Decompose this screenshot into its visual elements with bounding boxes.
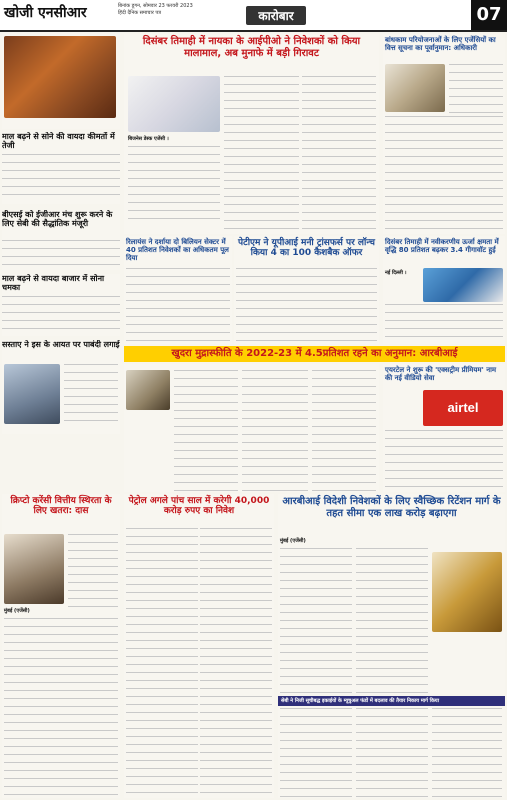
aircraft-photo	[4, 364, 60, 424]
airtel-logo-image	[423, 390, 503, 426]
ipo-byline: बिजनेस डेस्क एजेंसी ।	[128, 136, 169, 142]
fpi-body-col1	[280, 548, 352, 694]
renewable-body	[385, 304, 503, 344]
sebi-body-col1	[280, 708, 352, 798]
rbi-photo	[126, 370, 170, 410]
renewable-dateline: नई दिल्ली ।	[385, 270, 407, 276]
article-sebi	[278, 696, 505, 798]
crypto-byline: मुंबई (एजेंसी)	[4, 608, 30, 614]
airtel-body	[385, 430, 503, 492]
article-fpi	[278, 494, 505, 694]
gold-futures-headline: माल बढ़ने से सोने की वायदा कीमतों में तेजी	[2, 132, 115, 151]
mango-photo	[4, 36, 116, 118]
article-gold-futures	[2, 132, 120, 204]
official-photo	[385, 64, 445, 112]
article-bse-egr	[2, 210, 120, 270]
sebi-body-col3	[432, 708, 502, 798]
silver-body	[2, 296, 120, 336]
masthead-brand: खोजी एनसीआर	[4, 5, 87, 21]
bank-finance-body-right	[449, 64, 503, 120]
fpi-byline: मुंबई (एजेंसी)	[280, 538, 306, 544]
article-oil-import	[2, 340, 120, 434]
rbi-headline: खुदरा मुद्रास्फीति के 2022-23 में 4.5प्रतिशत रहने का अनुमान: आरबीआई	[171, 348, 458, 359]
section-title: कारोबार	[246, 6, 306, 25]
rbi-body-col3	[312, 370, 376, 492]
oil-import-body	[64, 364, 118, 428]
article-reliance	[124, 236, 232, 344]
crypto-body	[4, 618, 118, 798]
ipo-headline: दिसंबर तिमाही में नायका के आईपीओ ने निवेशकों को किया मालामाल, अब मुनाफे में बड़ी गिरावट	[142, 36, 361, 59]
ipo-body-col3	[302, 76, 376, 234]
coins-photo	[432, 552, 502, 632]
rbi-body-col2	[242, 370, 308, 492]
article-crypto	[2, 494, 120, 798]
rbi-body-col1	[174, 370, 238, 492]
article-ipo	[124, 34, 379, 234]
petrol-headline: पेट्रोल अगले पांच साल में करेगी 40,000 करोड़ रुपए का निवेश	[128, 496, 270, 517]
ipo-body-col2	[224, 76, 299, 234]
fpi-headline: आरबीआई विदेशी निवेशकों के लिए स्वैच्छिक रिटेंशन मार्ग के तहत सीमा एक लाख करोड़ बढ़ाएगा	[282, 496, 501, 519]
crypto-body-right	[68, 534, 118, 614]
article-renewable	[383, 236, 505, 344]
airtel-logo-text: airtel	[447, 400, 479, 415]
petrol-body-col2	[200, 528, 272, 798]
bse-egr-body	[2, 240, 120, 270]
bank-finance-body	[385, 116, 503, 234]
gold-futures-body	[2, 154, 120, 202]
issue-date: बिनांक डूगन, सोमवार 23 फरवरी 2023	[118, 3, 193, 9]
rbi-banner	[124, 346, 505, 362]
bse-egr-headline: बीएसई को ईजीआर मंच शुरू करने के लिए सेबी की सैद्धांतिक मंजूरी	[2, 210, 113, 229]
silver-headline: माल बढ़ने से वायदा बाजार में सोना चमका	[2, 274, 105, 293]
article-silver	[2, 274, 120, 336]
article-petrol-investment	[124, 494, 274, 798]
oil-import-headline: सस्ताए ने इस के आयत पर पाबंदी लगाई	[2, 340, 120, 349]
sebi-body-col2	[356, 708, 428, 798]
crypto-headline: क्रिप्टो करेंसी वित्तीय स्थिरता के लिए खतरा: दास	[10, 496, 112, 517]
paytm-headline: पेटीएम ने यूपीआई मनी ट्रांसफर्स पर लॉन्च किया 4 का 100 कैशबैक ऑफर	[238, 238, 375, 259]
bank-finance-headline: बांधकाम परियोजनाओं के लिए एजेंसियों का वित्त सूचना का पूर्वानुमान: अधिकारी	[385, 36, 496, 53]
solar-panel-photo	[423, 268, 503, 302]
reliance-headline: रिलायंस ने दर्शाया दो बिलियन सेक्टर में 40 प्रतिशत निवेशकों का अधिकतम पूल दिया	[126, 238, 229, 263]
masthead-tagline: हिंदी दैनिक समाचार पत्र	[118, 10, 162, 16]
article-mango-photo	[2, 34, 120, 129]
sebi-headline: सेबी ने निजी सूचीबद्ध इकाईयों के म्यूचुअल फंडों में बदलाव की तैयार निकाय मार्ग किया	[278, 696, 505, 706]
airtel-headline: एयरटेल ने शुरू की 'एक्सट्रीम प्रीमियम' नाम की नई वीडियो सेवा	[385, 366, 497, 383]
page-number: 07	[471, 0, 507, 30]
governor-photo	[4, 534, 64, 604]
article-paytm	[234, 236, 379, 344]
petrol-body-col1	[126, 528, 198, 798]
ipo-body-col1	[128, 146, 220, 226]
renewable-headline: दिसंबर तिमाही में नवीकरणीय ऊर्जा क्षमता में वृद्धि 80 प्रतिशत बढ़कर 3.4 गीगावॉट हुई	[385, 238, 499, 255]
reliance-body	[126, 268, 230, 344]
ipo-photo	[128, 76, 220, 132]
fpi-body-col2	[356, 548, 428, 694]
paytm-body	[236, 268, 377, 344]
page-header	[0, 0, 507, 32]
masthead-date	[118, 3, 258, 17]
article-bank-finance	[383, 34, 505, 234]
article-rbi-body	[124, 364, 379, 492]
article-airtel	[383, 364, 505, 492]
